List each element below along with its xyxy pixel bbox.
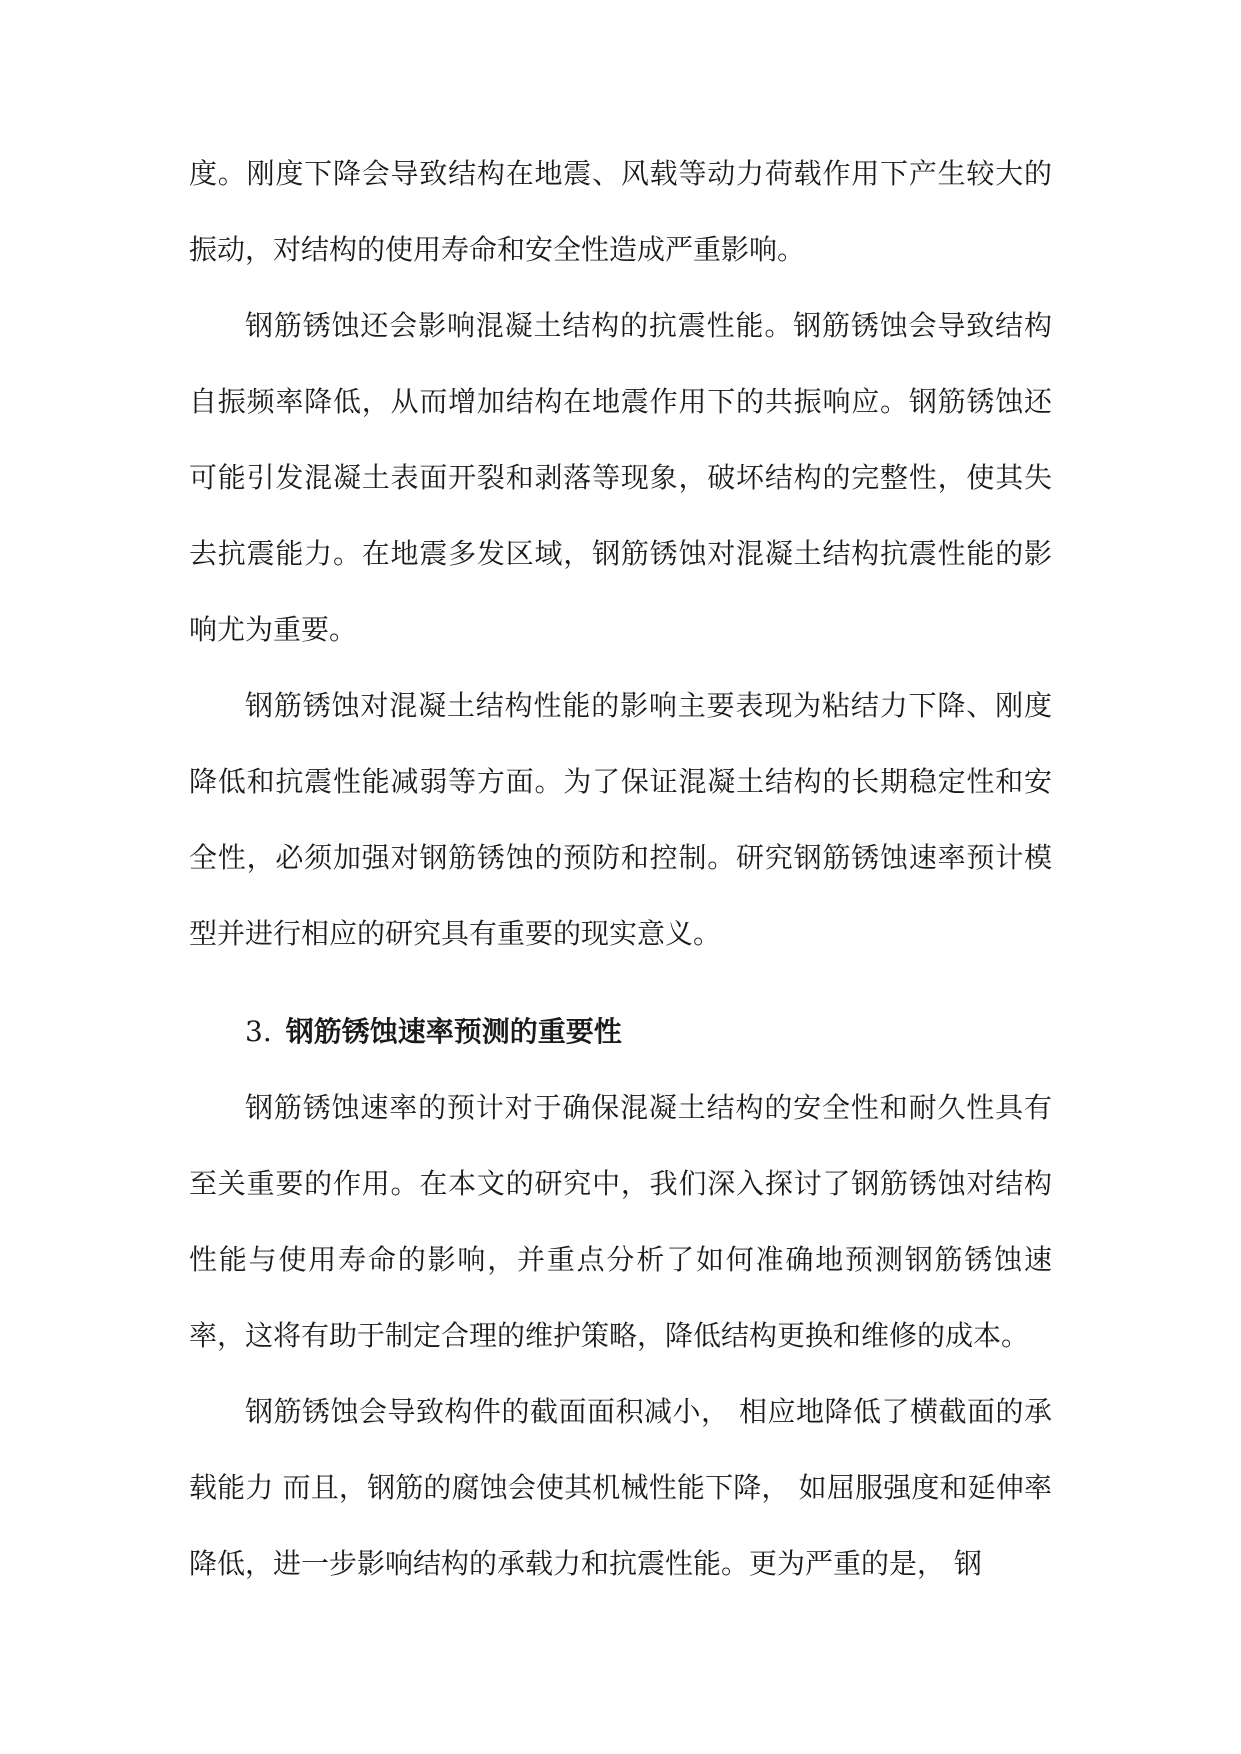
section-heading [189, 994, 1052, 1070]
document-page [189, 136, 1052, 1602]
paragraph-cross-section: 钢筋锈蚀会导致构件的截面面积减小， 相应地降低了横截面的承载能力 而且，钢筋的腐蚀会使其机械性能下降， 如屈服强度和延伸率降低，进一步影响结构的承载力和抗震性能。更为严重的是， 钢 [189, 1395, 1052, 1580]
paragraph-importance: 钢筋锈蚀速率的预计对于确保混凝土结构的安全性和耐久性具有至关重要的作用。在本文的研究中，我们深入探讨了钢筋锈蚀对结构性能与使用寿命的影响，并重点分析了如何准确地预测钢筋锈蚀速率，这将有助于制定合理的维护策略，降低结构更换和维修的成本。 [189, 1091, 1052, 1352]
paragraph-summary: 钢筋锈蚀对混凝土结构性能的影响主要表现为粘结力下降、刚度降低和抗震性能减弱等方面。为了保证混凝土结构的长期稳定性和安全性，必须加强对钢筋锈蚀的预防和控制。研究钢筋锈蚀速率预计模型并进行相应的研究具有重要的现实意义。 [189, 689, 1052, 950]
section-title: 钢筋锈蚀速率预测的重要性 [285, 1015, 622, 1048]
paragraph-seismic-performance: 钢筋锈蚀还会影响混凝土结构的抗震性能。钢筋锈蚀会导致结构自振频率降低，从而增加结构在地震作用下的共振响应。钢筋锈蚀还可能引发混凝土表面开裂和剥落等现象，破坏结构的完整性，使其失去抗震能力。在地震多发区域，钢筋锈蚀对混凝土结构抗震性能的影响尤为重要。 [189, 309, 1052, 646]
section-number: 3. [245, 1015, 272, 1048]
paragraph-stiffness-continued: 度。刚度下降会导致结构在地震、风载等动力荷载作用下产生较大的振动，对结构的使用寿命和安全性造成严重影响。 [189, 157, 1052, 266]
